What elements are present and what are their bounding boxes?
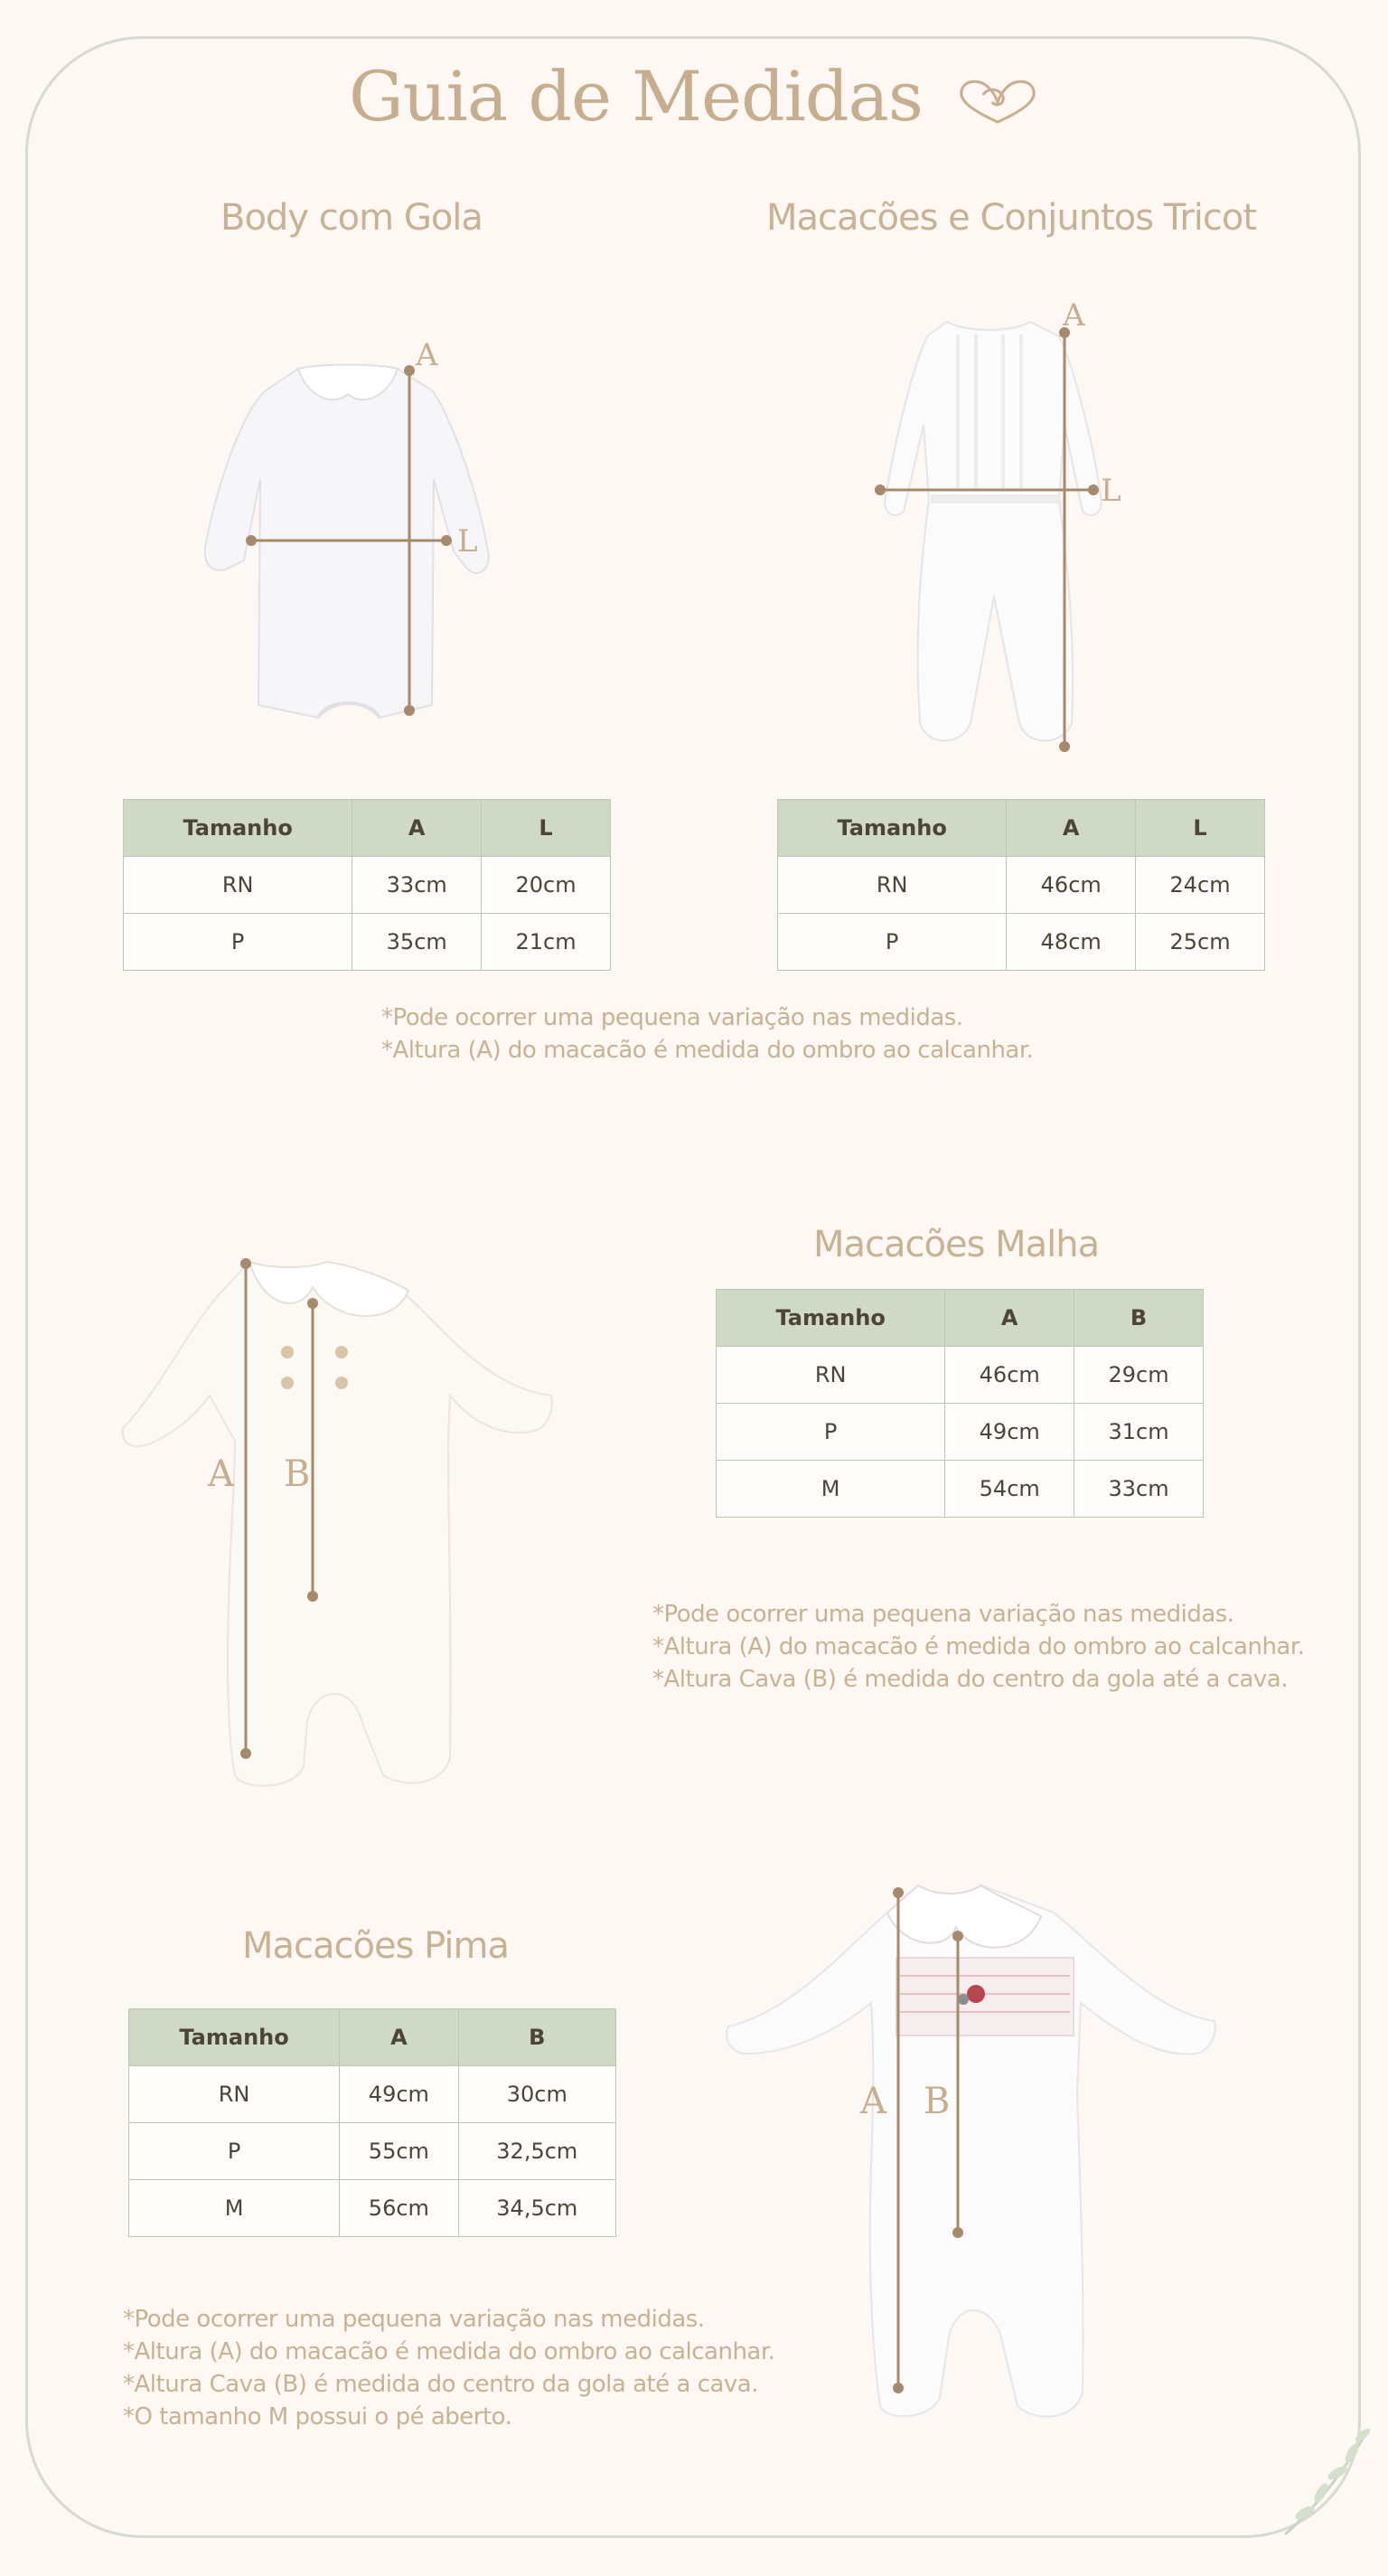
body-com-gola-illustration	[190, 337, 497, 723]
table-row	[129, 2180, 616, 2237]
table-header-row	[778, 800, 1265, 857]
table-header-row	[129, 2009, 616, 2066]
cell-a: 46cm	[1007, 857, 1136, 914]
cell-size: P	[717, 1404, 945, 1461]
table-malha	[716, 1289, 1204, 1518]
table-row	[717, 1347, 1204, 1404]
table-row	[124, 914, 611, 971]
cell-a: 33cm	[352, 857, 482, 914]
notes-malha	[652, 1598, 1304, 1696]
header-tamanho: Tamanho	[717, 1290, 945, 1347]
section-title-body-com-gola: Body com Gola	[220, 197, 483, 239]
header-tamanho: Tamanho	[778, 800, 1007, 857]
cell-b: 32,5cm	[458, 2123, 615, 2180]
cell-size: RN	[124, 857, 352, 914]
cell-a: 55cm	[340, 2123, 458, 2180]
page-title	[0, 56, 1388, 136]
cell-a: 35cm	[352, 914, 482, 971]
malha-illustration	[90, 1251, 560, 1793]
cell-a: 54cm	[945, 1461, 1074, 1518]
cell-l: 25cm	[1136, 914, 1265, 971]
label-b: B	[284, 1453, 311, 1495]
header-l: L	[482, 800, 611, 857]
cell-size: P	[778, 914, 1007, 971]
note-line: *Altura (A) do macacão é medida do ombro ao calcanhar.	[381, 1037, 1034, 1064]
table-row	[778, 857, 1265, 914]
cell-size: M	[129, 2180, 340, 2237]
note-line: *Pode ocorrer uma pequena variação nas medidas.	[652, 1601, 1234, 1628]
label-a: A	[1063, 297, 1085, 334]
header-a: A	[340, 2009, 458, 2066]
cell-size: RN	[717, 1347, 945, 1404]
note-line: *Pode ocorrer uma pequena variação nas medidas.	[381, 1004, 963, 1031]
table-tricot	[777, 799, 1265, 971]
cell-l: 20cm	[482, 857, 611, 914]
cell-a: 49cm	[945, 1404, 1074, 1461]
cell-l: 21cm	[482, 914, 611, 971]
leaf-branch-icon	[1278, 2422, 1377, 2540]
table-row	[129, 2123, 616, 2180]
table-header-row	[717, 1290, 1204, 1347]
section-title-tricot: Macacões e Conjuntos Tricot	[766, 197, 1257, 239]
cell-size: RN	[778, 857, 1007, 914]
cell-b: 33cm	[1074, 1461, 1204, 1518]
note-line: *Altura Cava (B) é medida do centro da gola até a cava.	[123, 2371, 759, 2398]
header-l: L	[1136, 800, 1265, 857]
note-line: *Altura (A) do macacão é medida do ombro ao calcanhar.	[123, 2338, 775, 2365]
cell-a: 56cm	[340, 2180, 458, 2237]
table-row	[717, 1461, 1204, 1518]
table-pima	[128, 2008, 616, 2237]
tricot-illustration	[849, 298, 1121, 768]
table-body-com-gola	[123, 799, 611, 971]
cell-b: 29cm	[1074, 1347, 1204, 1404]
header-tamanho: Tamanho	[129, 2009, 340, 2066]
note-line: *Altura (A) do macacão é medida do ombro ao calcanhar.	[652, 1633, 1305, 1660]
note-line: *Altura Cava (B) é medida do centro da gola até a cava.	[652, 1666, 1289, 1693]
header-a: A	[1007, 800, 1136, 857]
table-header-row	[124, 800, 611, 857]
cell-l: 24cm	[1136, 857, 1265, 914]
header-a: A	[945, 1290, 1074, 1347]
cell-a: 46cm	[945, 1347, 1074, 1404]
label-b: B	[924, 2081, 951, 2122]
cell-size: M	[717, 1461, 945, 1518]
section-title-pima: Macacões Pima	[242, 1925, 509, 1967]
cell-b: 31cm	[1074, 1404, 1204, 1461]
table-row	[129, 2066, 616, 2123]
cell-size: RN	[129, 2066, 340, 2123]
cell-b: 30cm	[458, 2066, 615, 2123]
header-b: B	[1074, 1290, 1204, 1347]
pima-illustration	[719, 1876, 1225, 2437]
label-l: L	[457, 523, 478, 559]
section-title-malha: Macacões Malha	[813, 1224, 1100, 1265]
cell-b: 34,5cm	[458, 2180, 615, 2237]
notes-pima	[123, 2303, 774, 2433]
notes-top	[381, 1001, 1033, 1067]
heart-ornament-icon	[956, 75, 1039, 129]
header-tamanho: Tamanho	[124, 800, 352, 857]
cell-a: 49cm	[340, 2066, 458, 2123]
page-title-text: Guia de Medidas	[348, 56, 923, 136]
cell-size: P	[124, 914, 352, 971]
table-row	[124, 857, 611, 914]
cell-a: 48cm	[1007, 914, 1136, 971]
label-l: L	[1101, 473, 1121, 509]
label-a: A	[416, 337, 438, 373]
note-line: *O tamanho M possui o pé aberto.	[123, 2403, 512, 2430]
note-line: *Pode ocorrer uma pequena variação nas medidas.	[123, 2306, 705, 2333]
header-a: A	[352, 800, 482, 857]
table-row	[778, 914, 1265, 971]
header-b: B	[458, 2009, 615, 2066]
cell-size: P	[129, 2123, 340, 2180]
label-a: A	[208, 1453, 234, 1495]
label-a: A	[860, 2081, 886, 2122]
table-row	[717, 1404, 1204, 1461]
